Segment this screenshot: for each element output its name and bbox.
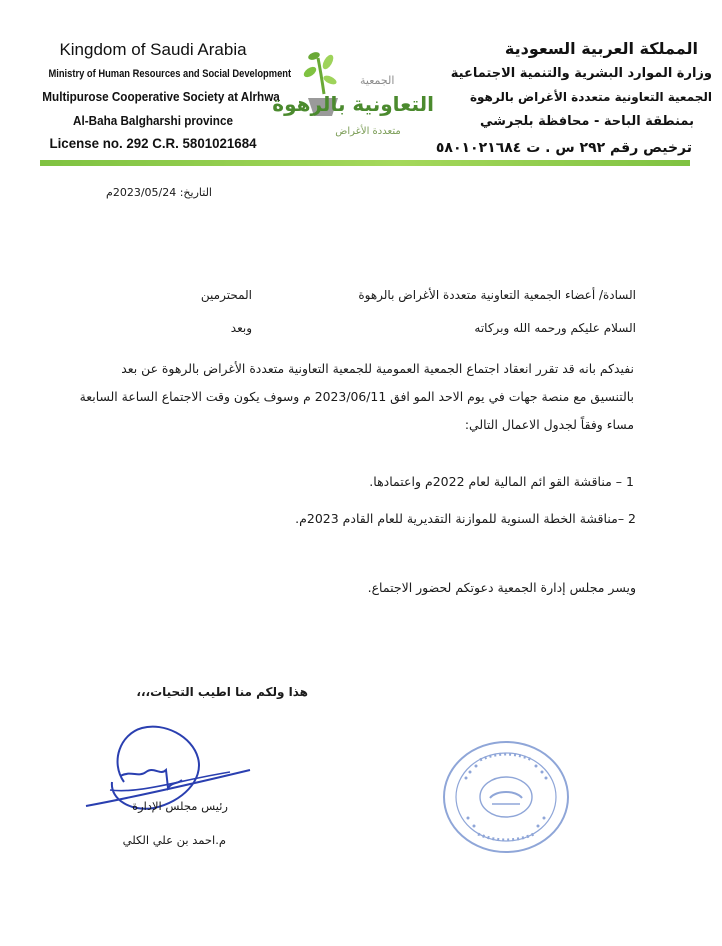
- society-logo: [272, 42, 438, 152]
- letter-addressee: السادة/ أعضاء الجمعية التعاونية متعددة الأغراض بالرهوة: [358, 288, 636, 302]
- letterhead-ar-kingdom: المملكة العربية السعودية: [504, 39, 698, 58]
- logo-sub-text: متعددة الأغراض: [335, 126, 401, 137]
- agenda-item-2: 2 –مناقشة الخطة السنوية للموازنة التقديرية للعام القادم 2023م.: [295, 511, 636, 526]
- letterhead-ar-ministry: وزارة الموارد البشرية والتنمية الاجتماعية: [450, 66, 712, 81]
- letterhead-en-kingdom: Kingdom of Saudi Arabia: [59, 40, 247, 59]
- letter-paragraph: نفيدكم بانه قد تقرر انعقاد اجتماع الجمعية العمومية للجمعية التعاونية متعددة الأغراض بالرهوة عن بعد بالتنسيق مع منصة جهات في يوم الاحد المو افق 2023/06/11 م وسوف يكون وقت الاجتماع الساعة السابعة مساء وفقاً لجدول الاعمال التالي:: [79, 361, 634, 432]
- letter-date: التاريخ: 2023/05/24م: [106, 186, 212, 199]
- logo-main-text: التعاونية بالرهوة: [272, 92, 434, 116]
- letter-closing: ويسر مجلس إدارة الجمعية دعوتكم لحضور الاجتماع.: [367, 580, 636, 595]
- letterhead-divider: [40, 160, 690, 166]
- signatory-name: م.احمد بن علي الكلي: [122, 833, 226, 847]
- letterhead-en-license: License no. 292 C.R. 5801021684: [49, 135, 257, 151]
- letterhead-ar-province: بمنطقة الباحة - محافظة بلجرشي: [479, 114, 694, 129]
- letter-greeting: السلام عليكم ورحمه الله وبركاته: [474, 321, 636, 335]
- letter-respected: المحترمين: [200, 288, 252, 302]
- letterhead-en-society: Multipurose Cooperative Society at Alrhwa: [42, 89, 280, 104]
- signatory-title: رئيس مجلس الإدارة: [132, 799, 228, 813]
- letterhead-ar-license: ترخيص رقم ٢٩٢ س . ت ٥٨٠١٠٢١٦٨٤: [435, 140, 692, 156]
- letterhead-en-province: Al-Baha Balgharshi province: [73, 113, 233, 128]
- official-stamp: [440, 738, 572, 856]
- logo-small-text: الجمعية: [360, 74, 395, 87]
- letter-after: وبعد: [230, 321, 252, 335]
- agenda-item-1: 1 – مناقشة القو ائم المالية لعام 2022م واعتمادها.: [369, 474, 634, 489]
- letter-regards: هذا ولكم منا اطيب التحيات،،،: [136, 685, 308, 699]
- letterhead-en-ministry: Ministry of Human Resources and Social Development: [48, 68, 292, 80]
- letterhead-ar-society: الجمعية التعاونية متعددة الأغراض بالرهوة: [469, 90, 712, 104]
